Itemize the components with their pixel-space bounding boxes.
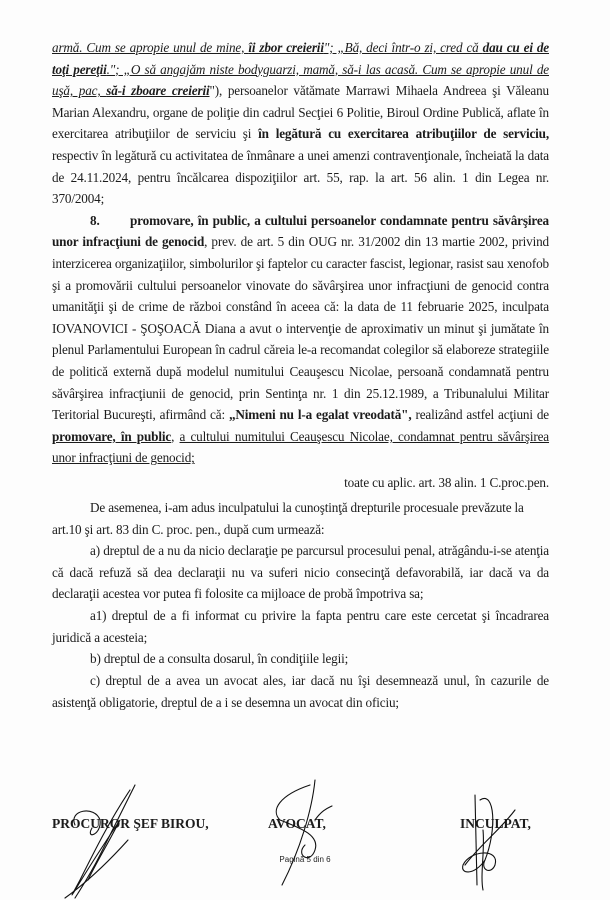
text-line — [52, 148, 549, 164]
text-segment: De asemenea, i-am adus inculpatului la cunoştinţă drepturile procesuale prevăzute la — [90, 499, 524, 515]
text-segment: îi zbor creierii — [248, 40, 324, 55]
text-segment: în legătură cu exercitarea atribuţiilor de serviciu, — [258, 126, 550, 142]
text-segment: uşă, pac, — [52, 83, 107, 99]
text-line — [90, 673, 549, 689]
text-segment: , prev. de art. 5 din OUG nr. 31/2002 din 13 martie 2002, privind — [204, 234, 550, 250]
text-line — [52, 450, 549, 466]
text-line — [52, 299, 549, 315]
text-segment: armă. Cum se apropie unul de mine, — [52, 40, 249, 55]
text-segment: toate cu aplic. art. 38 alin. 1 C.proc.pen. — [344, 475, 549, 491]
text-segment: 370/2004; — [52, 191, 105, 207]
text-line — [52, 407, 549, 423]
text-segment: respectiv în legătură cu activitatea de înmânare a unei amenzi contravenţionale, încheiată la data — [52, 148, 549, 163]
text-segment: interzicerea organizaţiilor, simbolurilor şi faptelor cu caracter fascist, legionar, rasist sau xenofob — [52, 256, 549, 271]
text-line — [52, 695, 549, 711]
text-segment: asistenţă obligatorie, dreptul de a i se desemna un avocat din oficiu; — [52, 694, 399, 710]
text-line — [52, 278, 549, 294]
text-segment: ."; „O să angajăm niste bodyguarzi, mamă, să-i las acasă. Cum se apropie unul de — [106, 61, 549, 77]
item-number: 8. — [90, 212, 100, 228]
defendant-signature-label: INCULPAT, — [460, 816, 531, 831]
defendant-signature — [455, 790, 525, 900]
text-segment: a cultului numitului Ceauşescu Nicolae, condamnat pentru săvârşirea — [179, 428, 550, 444]
text-segment: b) dreptul de a consulta dosarul, în condiţiile legii; — [90, 651, 349, 667]
text-segment: plenul Parlamentului European în cadrul căreia le-a recomandat colegilor să elaboreze strategiile — [52, 342, 549, 358]
text-segment: săvârşirea infracţiunii de genocid, prin Sentinţa nr. 1 din 25.12.1989, a Tribunalului Militar — [52, 385, 549, 401]
text-line — [52, 126, 549, 142]
text-line — [52, 105, 549, 121]
text-line — [52, 475, 549, 491]
text-line — [90, 500, 549, 516]
text-segment: realizând astfel acţiuni de — [411, 407, 550, 423]
text-segment: a1) dreptul de a fi informat cu privire la fapta pentru care este cercetat şi încadrarea — [90, 607, 549, 623]
text-line — [52, 321, 549, 337]
text-segment: unor infracţiuni de genocid; — [52, 450, 195, 466]
prosecutor-signature — [40, 780, 150, 900]
text-line — [90, 543, 549, 559]
text-segment: de politică externă după modelul numitului Ceauşescu Nicolae, persoană condamnată pentru — [52, 364, 549, 379]
text-segment: Teritorial Bucureşti, afirmând că: — [52, 407, 229, 423]
prosecutor-signature-label: PROCUROR ŞEF BIROU, — [52, 816, 209, 831]
text-segment: declaraţii acestea vor putea fi folosite ca mijloace de probă împotriva sa; — [52, 586, 424, 602]
text-segment: să-i zboare creierii — [106, 83, 210, 99]
text-segment: „Nimeni nu l-a egalat vreodată", — [228, 407, 412, 423]
text-line — [90, 213, 549, 229]
text-line — [52, 429, 549, 445]
text-line — [52, 62, 549, 78]
text-segment: şi a promovării cultului persoanelor vinovate do săvârşirea unor infracţiuni de genocid contra — [52, 277, 549, 293]
text-segment: "), persoanelor vătămate Marrawi Mihaela Andreea şi Văleanu — [209, 83, 549, 99]
page-number: Pagină 5 din 6 — [279, 855, 331, 864]
text-line — [52, 191, 549, 207]
text-line — [52, 234, 549, 250]
text-segment: IOVANOVICI - ŞOŞOACĂ Diana a avut o intervenţie de aproximativ un minut şi jumătate în — [52, 320, 549, 336]
text-segment: Marian Alexandru, organe de poliţie din cadrul Secţiei 6 Politie, Biroul Ordine Publică, aflate în — [52, 104, 549, 120]
text-segment: că dacă refuză să dea declaraţii nu va suferi nicio consecinţă defavorabilă, iar dacă va da — [52, 564, 549, 580]
text-segment: c) dreptul de a avea un avocat ales, iar dacă nu îşi desemnează unul, în cazurile de — [90, 672, 549, 688]
text-segment: promovare, în public — [52, 428, 172, 444]
text-segment: art.10 şi art. 83 din C. proc. pen., după cum urmează: — [52, 521, 325, 537]
text-segment: juridică a acesteia; — [52, 629, 148, 645]
text-line — [52, 40, 549, 56]
text-segment: dau cu ei de — [482, 40, 550, 55]
text-segment: toţi pereţii — [52, 61, 107, 77]
text-line — [52, 83, 549, 99]
text-segment: promovare, în public, a cultului persoanelor condamnate pentru săvârşirea — [130, 212, 549, 228]
text-segment: unor infracţiuni de genocid — [52, 234, 205, 250]
text-line — [52, 364, 549, 380]
text-segment: "; „Bă, deci într-o zi, cred că — [323, 40, 483, 55]
text-segment: exercitarea atribuţiilor de serviciu şi — [52, 126, 259, 142]
lawyer-signature — [270, 780, 340, 900]
text-line — [52, 586, 549, 602]
text-segment: , — [171, 428, 180, 444]
text-line — [90, 651, 549, 667]
text-line — [52, 342, 549, 358]
text-line — [90, 608, 549, 624]
text-line — [52, 386, 549, 402]
text-segment: a) dreptul de a nu da nicio declaraţie pe parcursul procesului penal, atrăgându-i-se atenţia — [90, 543, 549, 559]
text-line — [52, 256, 549, 272]
text-segment: umanităţii şi de crime de război constând în aceea că: la data de 11 februarie 2025, inculpata — [52, 299, 549, 315]
text-line — [52, 565, 549, 581]
text-segment: de 24.11.2024, pentru încălcarea dispoziţiilor art. 55, rap. la art. 56 alin. 1 din Legea nr. — [52, 169, 549, 185]
text-line — [52, 630, 549, 646]
lawyer-signature-label: AVOCAT, — [268, 816, 326, 831]
text-line — [52, 170, 549, 186]
text-line — [52, 522, 549, 538]
